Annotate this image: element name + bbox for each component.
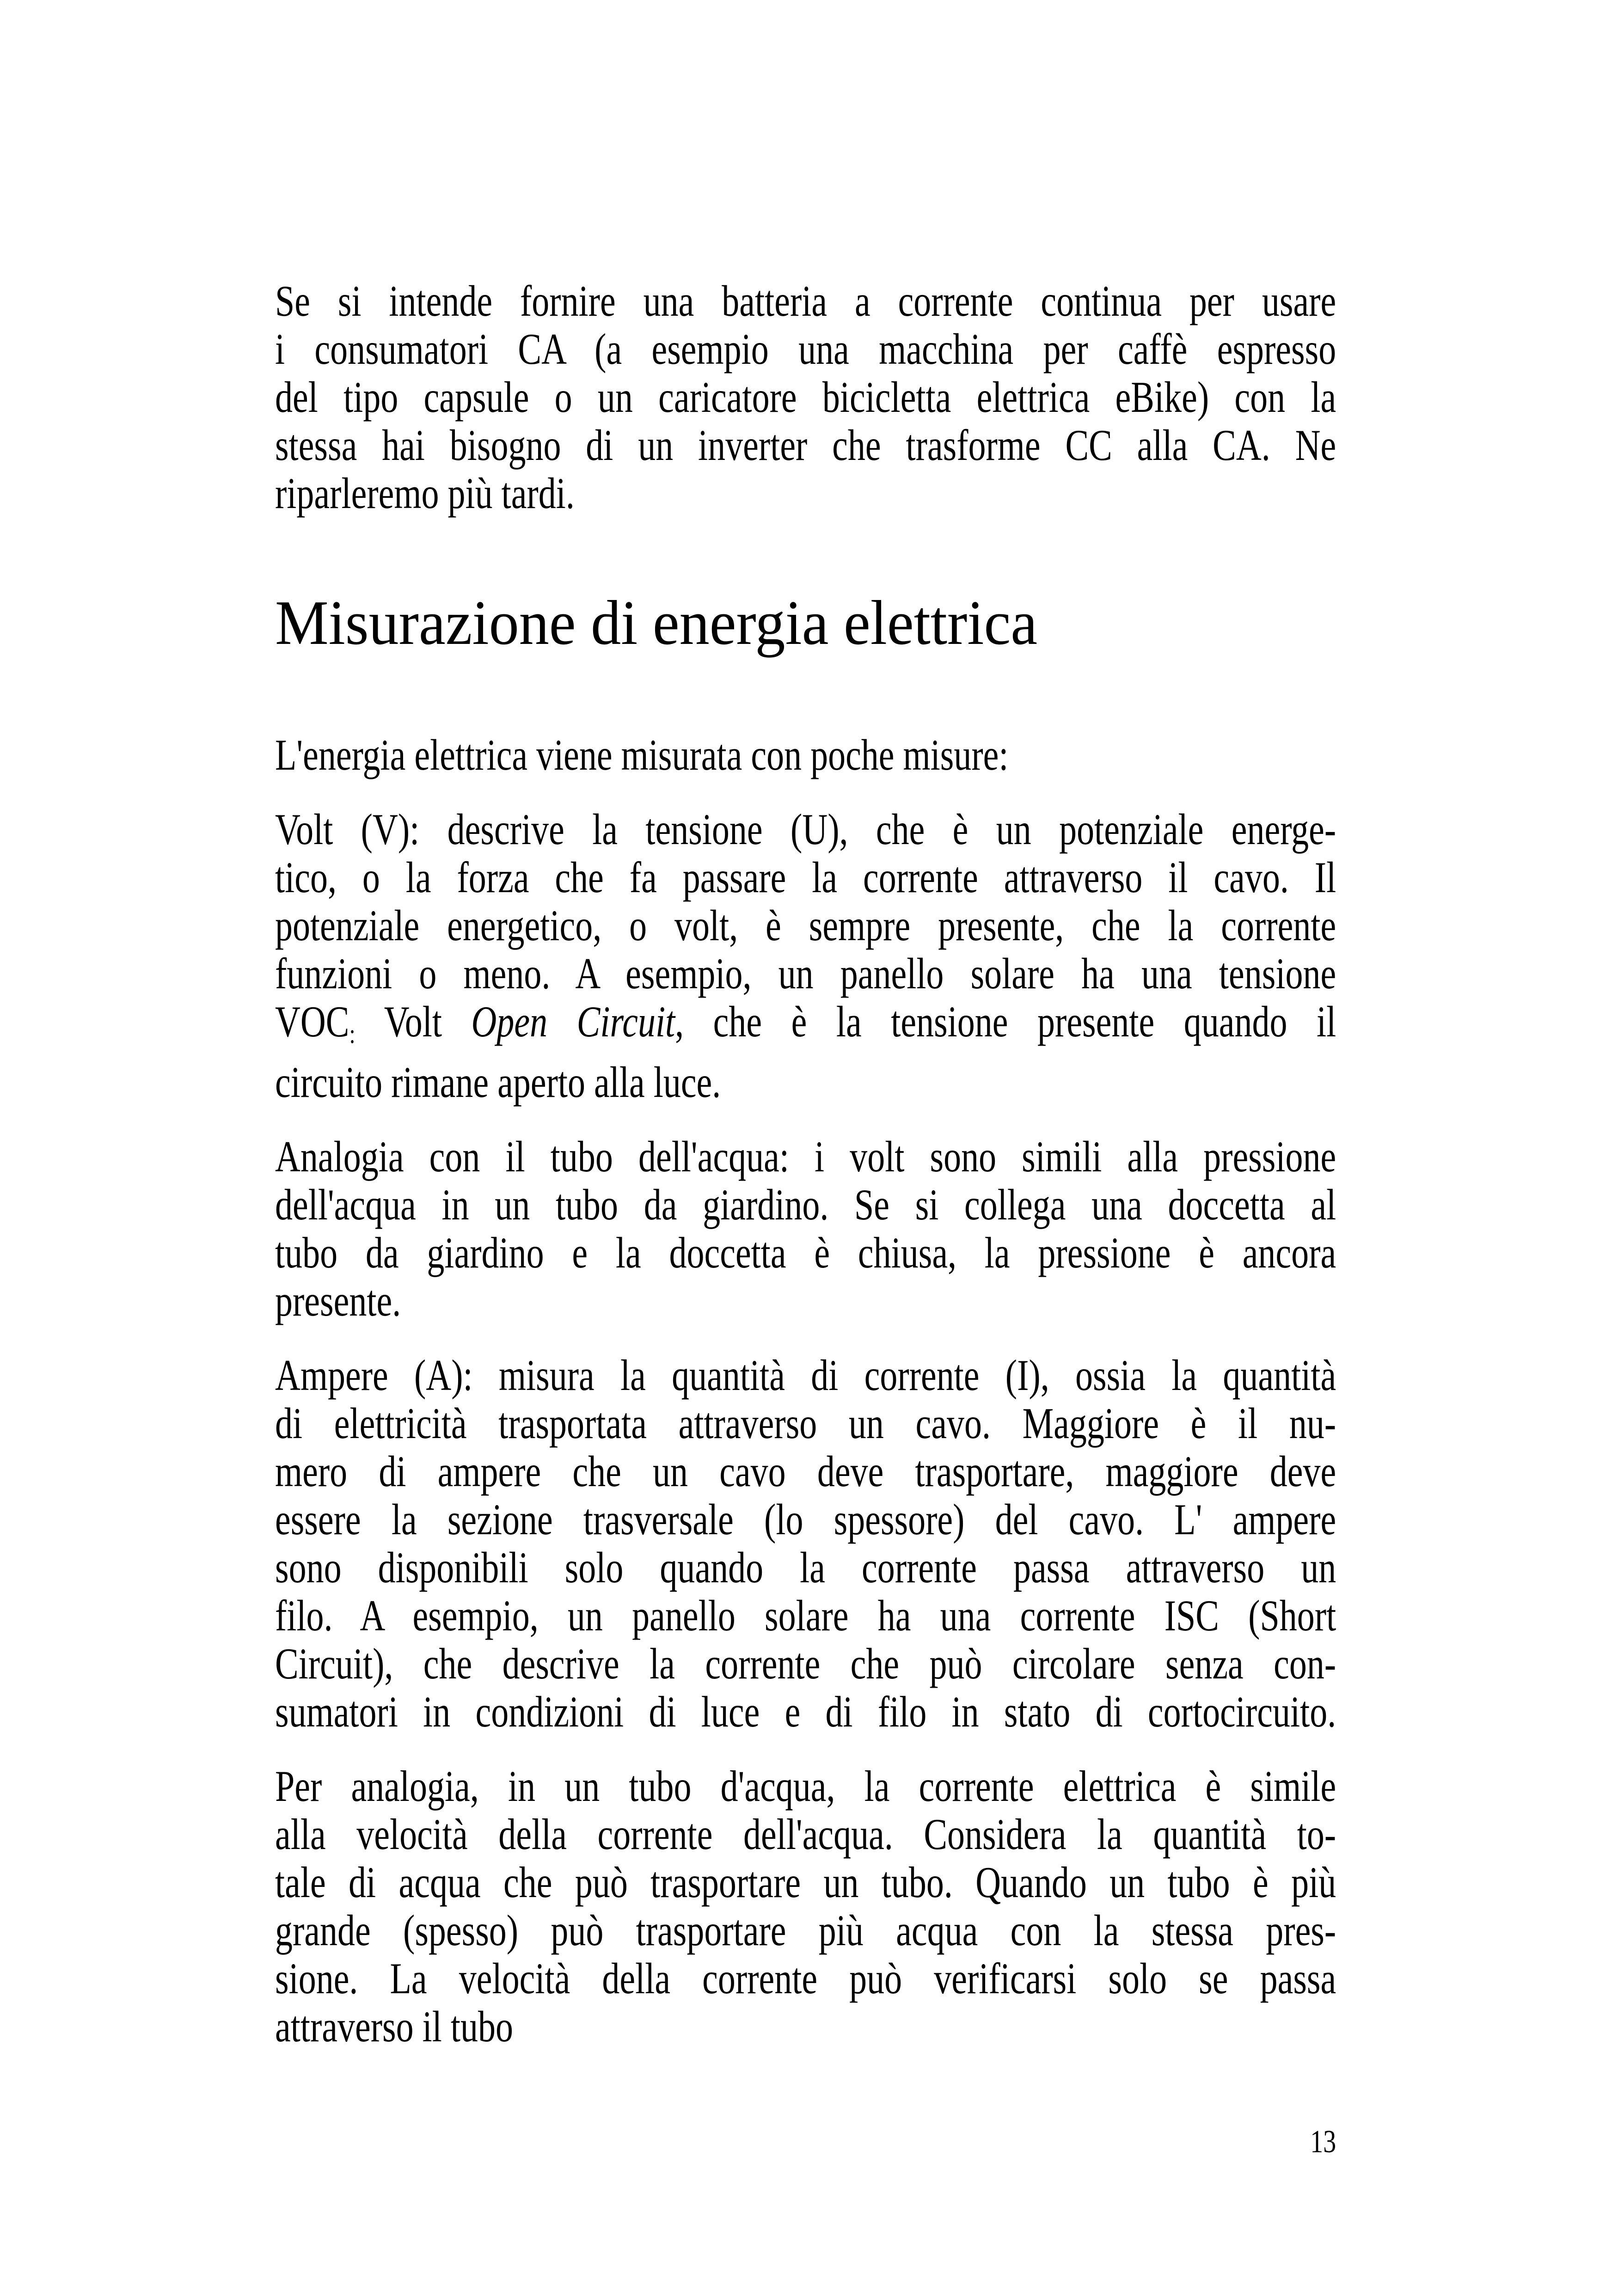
- text-line: riparleremo più tardi.: [275, 469, 575, 518]
- text-line: alla velocità della corrente dell'acqua. Considera la quantità to-: [275, 1810, 1336, 1859]
- paragraph: [275, 731, 1336, 779]
- text-line: $VOC_:$ Volt Open Circuit, che è la tensione presente quando il: [275, 997, 1336, 1049]
- text-line: stessa hai bisogno di un inverter che trasforme CC alla CA. Ne: [275, 421, 1336, 470]
- paragraph: [275, 1762, 1336, 2051]
- text-line: attraverso il tubo: [275, 2002, 513, 2051]
- text-line: essere la sezione trasversale (lo spessore) del cavo. L' ampere: [275, 1495, 1336, 1544]
- text-line: L'energia elettrica viene misurata con poche misure:: [275, 730, 1009, 779]
- text-line: i consumatori CA (a esempio una macchina per caffè espresso: [275, 325, 1336, 373]
- page-text: [275, 277, 1336, 2077]
- text-line: mero di ampere che un cavo deve trasportare, maggiore deve: [275, 1447, 1336, 1496]
- text-line: presente.: [275, 1276, 401, 1326]
- text-line: circuito rimane aperto alla luce.: [275, 1058, 721, 1107]
- text-line: tubo da giardino e la doccetta è chiusa, la pressione è ancora: [275, 1228, 1336, 1278]
- text-line: sumatori in condizioni di luce e di filo in stato di cortocircuito.: [275, 1687, 1336, 1737]
- paragraph: [275, 277, 1336, 517]
- text-line: tico, o la forza che fa passare la corrente attraverso il cavo. Il: [275, 853, 1336, 902]
- paragraph: [275, 1351, 1336, 1736]
- text-line: Per analogia, in un tubo d'acqua, la corrente elettrica è simile: [275, 1762, 1336, 1811]
- paragraph: [275, 805, 1336, 1106]
- text-line: sono disponibili solo quando la corrente passa attraverso un: [275, 1543, 1336, 1592]
- text-line: Circuit), che descrive la corrente che può circolare senza con-: [275, 1639, 1336, 1689]
- page-number: 13: [1310, 2124, 1336, 2160]
- text-line: Analogia con il tubo dell'acqua: i volt sono simili alla pressione: [275, 1132, 1336, 1182]
- text-line: di elettricità trasportata attraverso un cavo. Maggiore è il nu-: [275, 1399, 1336, 1448]
- text-line: sione. La velocità della corrente può verificarsi solo se passa: [275, 1954, 1336, 2003]
- text-line: del tipo capsule o un caricatore bicicletta elettrica eBike) con la: [275, 373, 1336, 422]
- text-line: filo. A esempio, un panello solare ha una corrente ISC (Short: [275, 1591, 1336, 1641]
- text-line: funzioni o meno. A esempio, un panello solare ha una tensione: [275, 949, 1336, 998]
- paragraph: [275, 1133, 1336, 1325]
- subscript-text: :: [349, 1019, 355, 1049]
- text-line: Volt (V): descrive la tensione (U), che è un potenziale energe-: [275, 805, 1336, 854]
- text-line: dell'acqua in un tubo da giardino. Se si collega una doccetta al: [275, 1180, 1336, 1230]
- text-line: tale di acqua che può trasportare un tubo. Quando un tubo è più: [275, 1858, 1336, 1907]
- section-heading: [275, 588, 1336, 657]
- section-heading-text: Misurazione di energia elettrica: [275, 588, 1038, 658]
- text-line: Ampere (A): misura la quantità di corrente (I), ossia la quantità: [275, 1351, 1336, 1400]
- text-line: grande (spesso) può trasportare più acqua con la stessa pres-: [275, 1906, 1336, 1955]
- italic-text: Open Circuit: [471, 997, 675, 1046]
- text-line: potenziale energetico, o volt, è sempre presente, che la corrente: [275, 901, 1336, 950]
- text-line: Se si intende fornire una batteria a corrente continua per usare: [275, 276, 1336, 325]
